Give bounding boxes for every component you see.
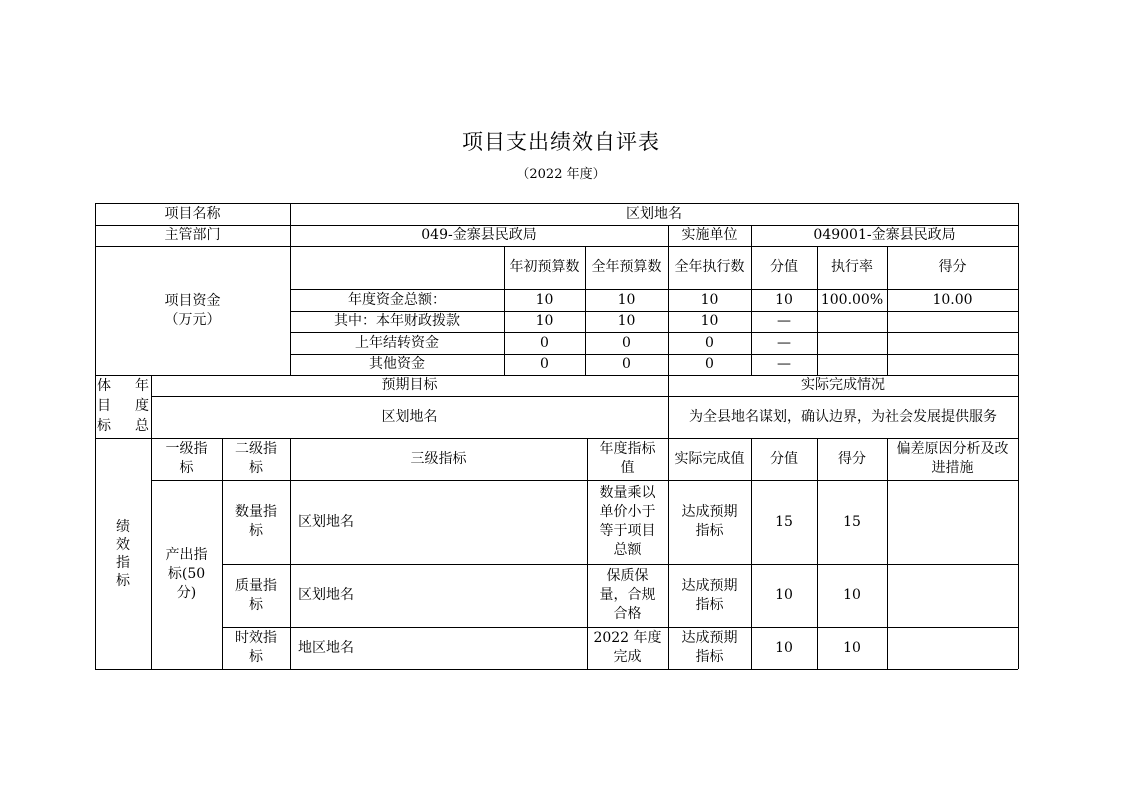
indicators-header-level3: 三级指标 — [410, 450, 467, 467]
goals-side-char: 标 — [97, 417, 111, 434]
funds-row-executed: 10 — [700, 313, 719, 329]
funds-row-score: 10.00 — [932, 291, 973, 308]
funds-row-exec-rate — [817, 311, 887, 332]
indicator-row-actual: 达成预期指标 — [681, 504, 738, 539]
funds-label — [95, 246, 290, 375]
dept-value: 049-金寨县民政局 — [421, 227, 537, 243]
funds-header-score-value: 分值 — [770, 259, 798, 275]
funds-row-score-value: — — [777, 334, 791, 351]
indicators-header-level2: 二级指标 — [235, 441, 277, 476]
funds-label-line2: （万元） — [164, 311, 221, 328]
indicators-side-char: 标 — [116, 572, 130, 589]
goals-expected-label: 预期目标 — [381, 377, 438, 393]
indicator-row-actual: 达成预期指标 — [681, 630, 738, 665]
goals-side-char: 度 — [135, 397, 149, 414]
indicator-row-score: 15 — [843, 513, 861, 530]
funds-row-budget-full: 10 — [617, 313, 636, 329]
funds-row-score-value: — — [777, 313, 791, 329]
indicators-header-level1: 一级指标 — [165, 441, 208, 476]
page-title: 项目支出绩效自评表 — [462, 130, 660, 154]
funds-row-label: 其中：本年财政拨款 — [334, 313, 460, 329]
indicator-row-deviation — [887, 627, 1018, 669]
funds-row-budget-full: 10 — [617, 291, 636, 308]
goals-side-char: 目 — [97, 397, 111, 414]
funds-header-budget-start: 年初预算数 — [509, 259, 580, 275]
funds-row-budget-start: 10 — [535, 313, 554, 329]
funds-row-executed: 0 — [705, 356, 714, 372]
dept-label: 主管部门 — [164, 227, 221, 243]
funds-header-score: 得分 — [938, 259, 967, 275]
indicator-row-score-value: 15 — [775, 513, 793, 530]
funds-row-exec-rate — [817, 332, 887, 354]
indicator-row-annual: 2022 年度完成 — [593, 630, 662, 665]
grid-line — [1018, 203, 1019, 669]
indicator-row-level2: 时效指标 — [235, 630, 277, 665]
funds-row-score-value: — — [777, 356, 791, 372]
indicators-header-actual: 实际完成值 — [674, 450, 745, 467]
indicators-header-annual: 年度指标值 — [599, 441, 656, 476]
funds-row-exec-rate — [817, 354, 887, 375]
funds-row-budget-start: 10 — [535, 291, 554, 308]
indicator-row-deviation — [887, 564, 1018, 627]
indicators-side-label — [95, 438, 151, 669]
funds-row-score — [887, 354, 1018, 375]
indicator-row-level2: 质量指标 — [235, 577, 277, 613]
indicator-row-score: 10 — [843, 587, 861, 603]
indicator-row-score: 10 — [843, 639, 861, 656]
indicator-row-annual: 保质保量，合规合格 — [599, 568, 656, 622]
funds-row-score — [887, 311, 1018, 332]
funds-row-score — [887, 332, 1018, 354]
funds-row-budget-full: 0 — [622, 334, 631, 351]
funds-row-executed: 0 — [705, 334, 714, 351]
indicator-row-actual: 达成预期指标 — [681, 577, 738, 613]
funds-row-budget-start: 0 — [540, 356, 549, 372]
goals-expected-value: 区划地名 — [381, 408, 438, 425]
indicator-row-deviation — [887, 480, 1018, 564]
funds-row-budget-start: 0 — [540, 334, 549, 351]
funds-row-exec-rate: 100.00% — [820, 291, 884, 308]
page-subtitle: （2022 年度） — [516, 167, 606, 182]
funds-row-score-value: 10 — [775, 291, 793, 308]
indicators-header-score: 得分 — [838, 450, 866, 467]
indicators-side-char: 指 — [116, 554, 130, 571]
goals-actual-label: 实际完成情况 — [801, 377, 885, 393]
indicator-row-level3: 区划地名 — [298, 587, 354, 603]
funds-row-budget-full: 0 — [622, 356, 631, 372]
indicator-row-annual: 数量乘以单价小于等于项目总额 — [599, 485, 656, 558]
goals-side-char: 体 — [97, 378, 111, 395]
indicator-row-level3: 区划地名 — [298, 513, 354, 530]
unit-label: 实施单位 — [681, 227, 738, 243]
indicators-side-char: 绩 — [116, 518, 130, 535]
project-name-value: 区划地名 — [626, 205, 682, 222]
project-name-label: 项目名称 — [164, 205, 221, 222]
goals-side-char: 总 — [135, 417, 149, 434]
unit-value: 049001-金寨县民政局 — [813, 227, 956, 243]
indicators-side-char: 效 — [116, 536, 130, 553]
funds-row-label: 年度资金总额： — [348, 291, 446, 308]
goals-actual-value: 为全县地名谋划，确认边界，为社会发展提供服务 — [689, 408, 997, 425]
funds-header-executed: 全年执行数 — [674, 259, 745, 275]
indicator-row-level3: 地区地名 — [298, 639, 354, 656]
indicators-header-deviation: 偏差原因分析及改进措施 — [896, 441, 1009, 476]
funds-label-line1: 项目资金 — [164, 292, 221, 309]
indicator-row-level2: 数量指标 — [235, 504, 277, 539]
funds-row-label: 其他资金 — [369, 356, 425, 372]
goals-side-label — [95, 375, 151, 438]
funds-row-executed: 10 — [700, 291, 719, 308]
indicators-header-score-value: 分值 — [770, 450, 798, 467]
indicator-row-score-value: 10 — [775, 587, 793, 603]
funds-header-exec-rate: 执行率 — [831, 259, 873, 275]
funds-row-label: 上年结转资金 — [355, 334, 439, 351]
grid-line — [95, 669, 1018, 670]
funds-header-budget-full: 全年预算数 — [591, 259, 662, 275]
indicators-level1-output: 产出指标(50分) — [165, 547, 208, 601]
indicator-row-score-value: 10 — [775, 639, 793, 656]
goals-side-char: 年 — [135, 378, 149, 395]
